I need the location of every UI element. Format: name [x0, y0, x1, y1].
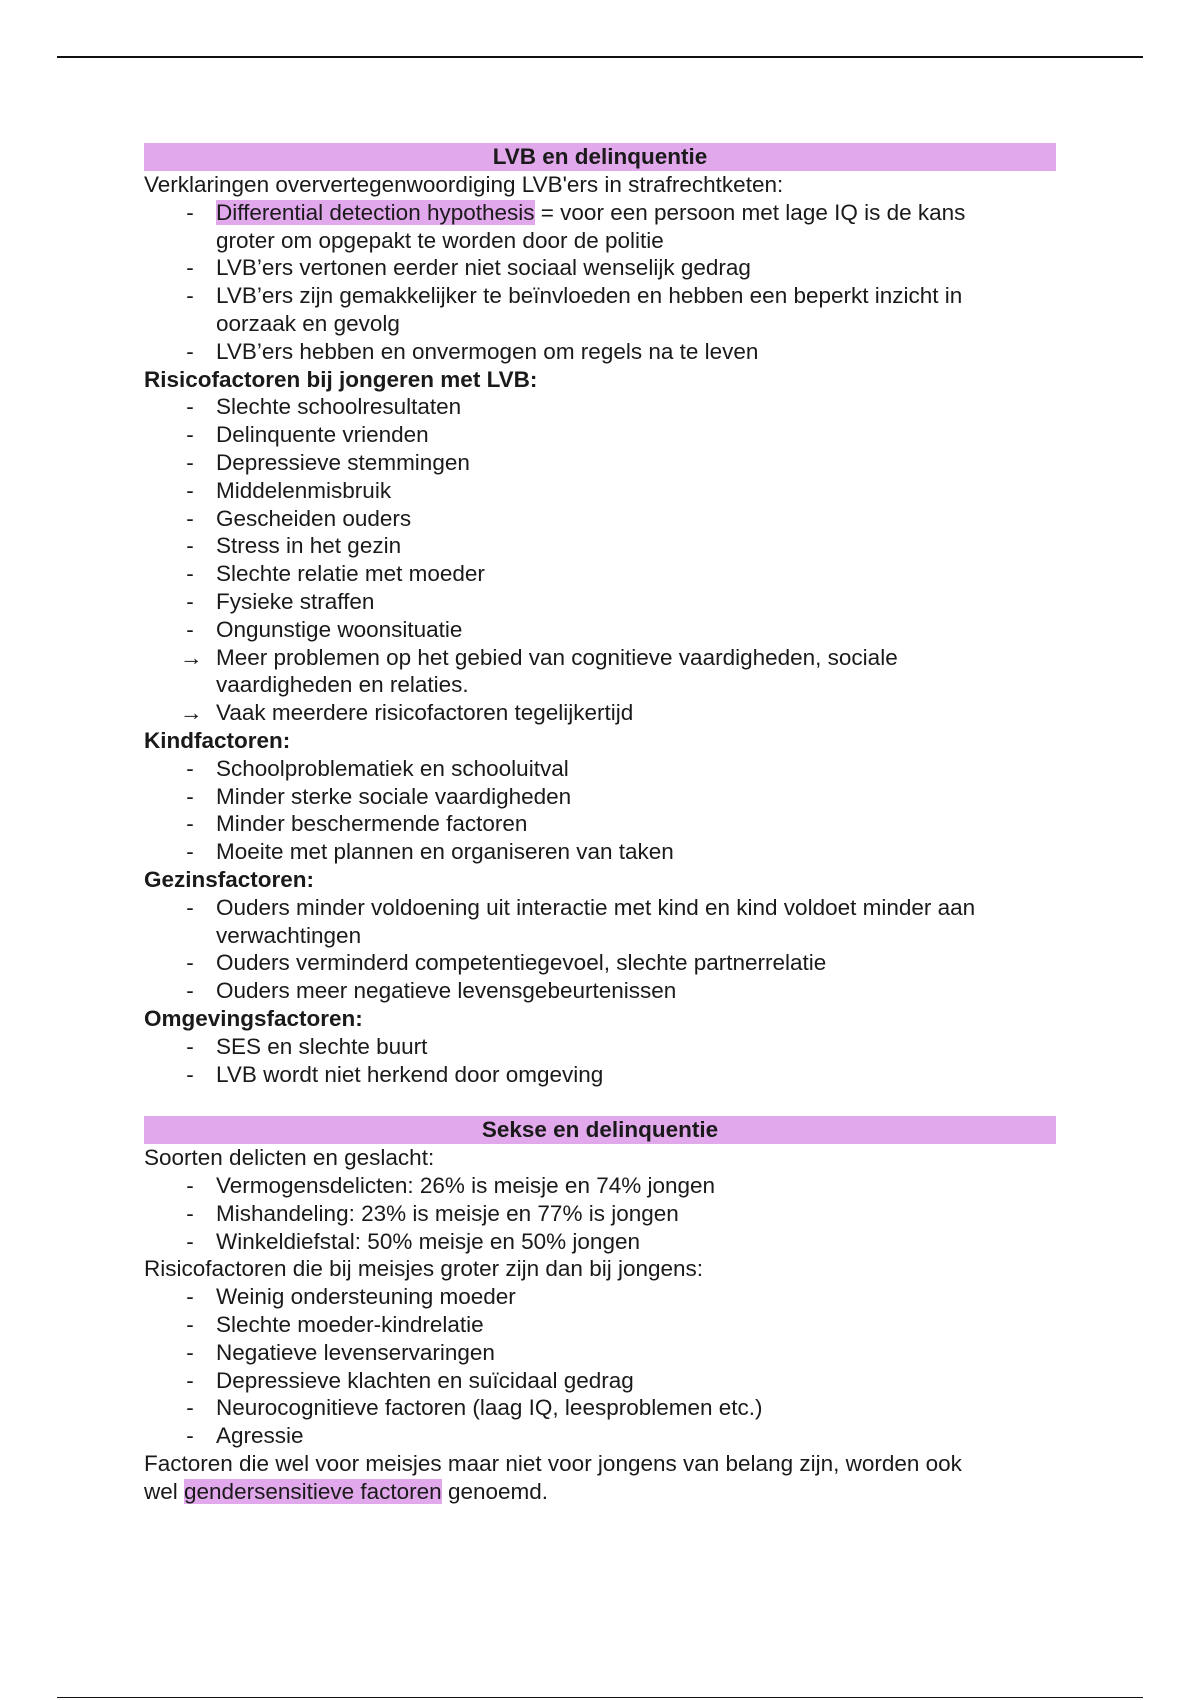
list-item [144, 532, 1056, 560]
kindfactoren-list [144, 755, 1056, 866]
subheading-kindfactoren: Kindfactoren: [144, 727, 291, 753]
arrow-marker: → [180, 644, 203, 670]
list-item-text: Ongunstige woonsituatie [216, 616, 463, 642]
list-item-text: Depressieve stemmingen [216, 449, 470, 475]
list-item [144, 1367, 1056, 1395]
list-item [144, 282, 1056, 310]
intro-text: Verklaringen oververtegenwoordiging LVB'ers in strafrechtketen: [144, 172, 784, 197]
list-item-text: LVB’ers vertonen eerder niet sociaal wenselijk gedrag [216, 255, 751, 281]
intro-text: Soorten delicten en geslacht: [144, 1145, 435, 1171]
list-item-text: Meer problemen op het gebied van cognitieve vaardigheden, sociale [216, 644, 898, 670]
list-item [144, 505, 1056, 533]
list-item-text: Negatieve levenservaringen [216, 1339, 495, 1365]
list-item-continuation [144, 671, 1056, 699]
list-item-text: Minder sterke sociale vaardigheden [216, 783, 572, 809]
dash-marker: - [186, 1423, 194, 1449]
section-spacer [144, 1088, 1056, 1116]
list-item-text: LVB’ers zijn gemakkelijker te beïnvloeden en hebben een beperkt inzicht in [216, 283, 963, 309]
list-item [144, 1061, 1056, 1089]
list-item [144, 977, 1056, 1005]
dash-marker: - [186, 1367, 194, 1393]
dash-marker: - [186, 1200, 194, 1226]
list-item [144, 560, 1056, 588]
list-item-text: Delinquente vrienden [216, 422, 429, 448]
list-item [144, 1311, 1056, 1339]
girls-risk-list [144, 1283, 1056, 1450]
dash-marker: - [186, 755, 194, 781]
dash-marker: - [186, 533, 194, 559]
dash-marker: - [186, 1228, 194, 1254]
list-item [144, 1422, 1056, 1450]
dash-marker: - [186, 1395, 194, 1421]
dash-marker: - [186, 588, 194, 614]
risk-intro-text: Risicofactoren die bij meisjes groter zijn dan bij jongens: [144, 1256, 704, 1282]
list-item-text: Mishandeling: 23% is meisje en 77% is jongen [216, 1200, 679, 1226]
list-item-text: Ouders meer negatieve levensgebeurtenissen [216, 978, 677, 1004]
list-item-text: LVB’ers hebben en onvermogen om regels na te leven [216, 338, 759, 364]
list-item-text: Neurocognitieve factoren (laag IQ, leesproblemen etc.) [216, 1395, 763, 1421]
dash-marker: - [186, 561, 194, 587]
list-item [144, 616, 1056, 644]
section-title-sekse: Sekse en delinquentie [144, 1116, 1056, 1144]
list-item-continuation [144, 310, 1056, 338]
list-item-text: Winkeldiefstal: 50% meisje en 50% jongen [216, 1228, 640, 1254]
list-item-text: Moeite met plannen en organiseren van taken [216, 839, 674, 865]
header-rule [57, 56, 1143, 58]
list-item-continuation [144, 227, 1056, 255]
list-item-text: Vermogensdelicten: 26% is meisje en 74% jongen [216, 1173, 716, 1199]
list-item-text: Slechte relatie met moeder [216, 561, 485, 587]
list-item [144, 338, 1056, 366]
subheading-gezinsfactoren: Gezinsfactoren: [144, 866, 315, 892]
list-item-text: LVB wordt niet herkend door omgeving [216, 1061, 604, 1087]
dash-marker: - [186, 422, 194, 448]
section-title-lvb: LVB en delinquentie [144, 143, 1056, 171]
list-item-text: Ouders minder voldoening uit interactie met kind en kind voldoet minder aan [216, 894, 976, 920]
list-item-text: vaardigheden en relaties. [216, 672, 469, 698]
closing-text: wel [144, 1478, 185, 1504]
dash-marker: - [186, 839, 194, 865]
list-item-text: Gescheiden ouders [216, 505, 412, 531]
list-item [144, 254, 1056, 282]
footer-rule [57, 1697, 1143, 1698]
dash-marker: - [186, 950, 194, 976]
dash-marker: - [186, 394, 194, 420]
list-item [144, 755, 1056, 783]
dash-marker: - [186, 477, 194, 503]
list-item-text: Middelenmisbruik [216, 477, 392, 503]
list-item [144, 477, 1056, 505]
gezinsfactoren-list [144, 894, 1056, 1005]
list-item [144, 449, 1056, 477]
list-item-text: verwachtingen [216, 922, 362, 948]
arrow-item [144, 699, 1056, 727]
dash-marker: - [186, 449, 194, 475]
dash-marker: - [186, 255, 194, 281]
omgevingsfactoren-list [144, 1033, 1056, 1089]
document-body [144, 143, 1056, 1506]
risk-factor-list [144, 393, 1056, 727]
list-item-text: Fysieke straffen [216, 588, 375, 614]
list-item [144, 810, 1056, 838]
dash-marker: - [186, 1033, 194, 1059]
list-item [144, 1172, 1056, 1200]
list-item-text: Weinig ondersteuning moeder [216, 1284, 516, 1310]
dash-marker: - [186, 1061, 194, 1087]
dash-marker: - [186, 1173, 194, 1199]
subheading-omgevingsfactoren: Omgevingsfactoren: [144, 1005, 363, 1031]
list-item [144, 838, 1056, 866]
arrow-item [144, 644, 1056, 672]
dash-marker: - [186, 894, 194, 920]
dash-marker: - [186, 978, 194, 1004]
dash-marker: - [186, 616, 194, 642]
explanation-list [144, 199, 1056, 366]
dash-marker: - [186, 505, 194, 531]
list-item-text: Depressieve klachten en suïcidaal gedrag [216, 1367, 634, 1393]
arrow-marker: → [180, 700, 203, 726]
dash-marker: - [186, 783, 194, 809]
closing-paragraph-line [144, 1478, 1056, 1506]
delict-list [144, 1172, 1056, 1255]
dash-marker: - [186, 283, 194, 309]
dash-marker: - [186, 199, 194, 225]
dash-marker: - [186, 1339, 194, 1365]
list-item [144, 1394, 1056, 1422]
list-item-text: Ouders verminderd competentiegevoel, slechte partnerrelatie [216, 950, 827, 976]
list-item-text: oorzaak en gevolg [216, 310, 400, 336]
list-item-text: Minder beschermende factoren [216, 811, 528, 837]
list-item [144, 1200, 1056, 1228]
subheading-risk-factors: Risicofactoren bij jongeren met LVB: [144, 366, 538, 392]
list-item [144, 1033, 1056, 1061]
dash-marker: - [186, 1312, 194, 1338]
dash-marker: - [186, 811, 194, 837]
list-item [144, 894, 1056, 922]
list-item [144, 199, 1056, 227]
list-item [144, 1228, 1056, 1256]
list-item [144, 421, 1056, 449]
dash-marker: - [186, 338, 194, 364]
closing-paragraph-line: Factoren die wel voor meisjes maar niet voor jongens van belang zijn, worden ook [144, 1451, 962, 1477]
list-item-text: groter om opgepakt te worden door de politie [216, 227, 664, 253]
list-item-text: = voor een persoon met lage IQ is de kans [534, 199, 966, 225]
list-item-text: Agressie [216, 1423, 304, 1449]
list-item-text: Stress in het gezin [216, 533, 402, 559]
list-item [144, 1339, 1056, 1367]
list-item [144, 1283, 1056, 1311]
list-item-text: Vaak meerdere risicofactoren tegelijkertijd [216, 700, 634, 726]
list-item [144, 949, 1056, 977]
highlighted-term: Differential detection hypothesis [216, 199, 535, 225]
list-item [144, 588, 1056, 616]
list-item [144, 783, 1056, 811]
list-item-continuation [144, 922, 1056, 950]
list-item-text: Schoolproblematiek en schooluitval [216, 755, 569, 781]
dash-marker: - [186, 1284, 194, 1310]
closing-text: genoemd. [441, 1478, 549, 1504]
list-item [144, 393, 1056, 421]
list-item-text: Slechte schoolresultaten [216, 394, 462, 420]
highlighted-term: gendersensitieve factoren [184, 1478, 442, 1504]
list-item-text: SES en slechte buurt [216, 1033, 428, 1059]
list-item-text: Slechte moeder-kindrelatie [216, 1312, 484, 1338]
